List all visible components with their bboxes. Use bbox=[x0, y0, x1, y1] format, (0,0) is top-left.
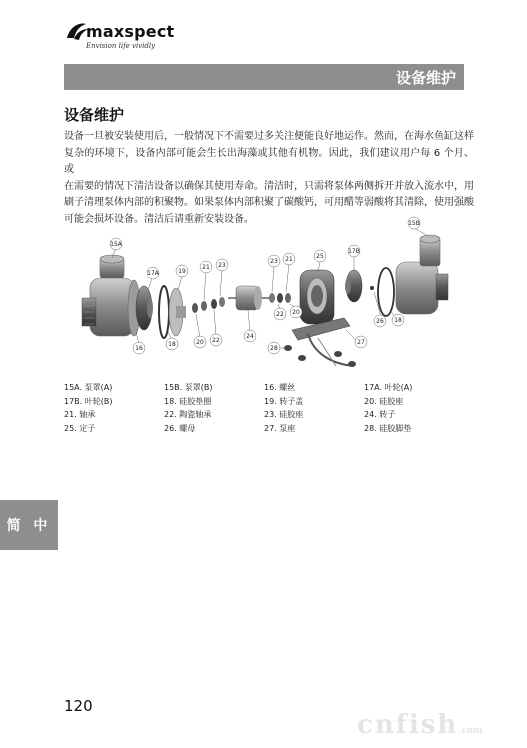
paragraph-line: 刷子清理泵体内部的积聚物。如果泵体内部积聚了碳酸钙，可用醋等弱酸将其清除，使用强酸 bbox=[64, 197, 474, 208]
brand-logo bbox=[64, 18, 184, 58]
callout-label: 25 bbox=[316, 253, 324, 260]
impeller-b bbox=[345, 270, 362, 302]
callout-18 bbox=[392, 314, 404, 326]
rubber-feet bbox=[284, 345, 356, 367]
callout-28 bbox=[268, 342, 280, 354]
callout-20 bbox=[290, 306, 302, 318]
callout-label: 19 bbox=[178, 268, 186, 275]
callout-label: 21 bbox=[202, 264, 210, 271]
header-bar bbox=[64, 64, 464, 90]
nut bbox=[370, 286, 374, 290]
section-title: 设备维护 bbox=[64, 106, 125, 124]
callout-24 bbox=[244, 330, 256, 342]
part-item: 20. 硅胶座 bbox=[364, 396, 404, 406]
parts-row bbox=[64, 381, 464, 395]
callout-label: 24 bbox=[246, 333, 254, 340]
gasket-ring-b bbox=[378, 268, 394, 316]
callout-label: 26 bbox=[376, 318, 384, 325]
page-number: 120 bbox=[64, 697, 93, 715]
parts-row bbox=[64, 422, 464, 436]
part-item: 23. 硅胶座 bbox=[264, 410, 304, 419]
seal-parts-left bbox=[192, 297, 225, 313]
stator-and-base bbox=[292, 270, 354, 366]
callout-19 bbox=[176, 265, 188, 277]
callout-16 bbox=[133, 342, 145, 354]
callout-15a bbox=[110, 238, 123, 250]
callout-label: 20 bbox=[292, 309, 300, 316]
callout-17a bbox=[147, 267, 160, 279]
part-item: 27. 泵座 bbox=[264, 423, 296, 433]
callout-label: 18 bbox=[394, 317, 402, 324]
parts-list bbox=[64, 381, 464, 435]
paragraph-line: 设备一旦被安装使用后，一般情况下不需要过多关注便能良好地运作。然而，在海水鱼缸这样 bbox=[64, 131, 474, 142]
callout-label: 18 bbox=[168, 341, 176, 348]
callout-label: 28 bbox=[270, 345, 278, 352]
callout-27 bbox=[355, 336, 367, 348]
callout-label: 17A bbox=[147, 270, 159, 277]
callout-26 bbox=[374, 315, 386, 327]
part-item: 24. 转子 bbox=[364, 410, 396, 419]
watermark-suffix: .com bbox=[458, 726, 483, 736]
exploded-pump-diagram bbox=[64, 214, 468, 380]
paragraph-line: 在需要的情况下清洁设备以确保其使用寿命。清洁时，只需将泵体两侧拆开并放入流水中，用 bbox=[64, 180, 474, 192]
callout-22 bbox=[274, 308, 286, 320]
callout-label: 23 bbox=[270, 258, 278, 265]
part-item: 16. 螺丝 bbox=[264, 383, 296, 392]
callout-25 bbox=[314, 250, 326, 262]
rotor-cover bbox=[169, 288, 186, 336]
gasket-ring bbox=[159, 286, 169, 338]
callout-23 bbox=[216, 259, 228, 271]
header-title: 设备维护 bbox=[395, 69, 456, 87]
callout-label: 23 bbox=[218, 262, 226, 269]
rotor bbox=[228, 286, 270, 310]
callout-label: 22 bbox=[212, 337, 220, 344]
callout-label: 16 bbox=[135, 345, 143, 352]
language-tab[interactable]: 简 中 bbox=[0, 500, 58, 550]
callout-label: 21 bbox=[285, 256, 293, 263]
callout-18 bbox=[166, 338, 178, 350]
impeller-a bbox=[136, 286, 153, 330]
callout-21 bbox=[283, 253, 295, 265]
paragraph-line: 可能会损坏设备。清洁后请重新安装设备。 bbox=[64, 213, 254, 225]
parts-row bbox=[64, 395, 464, 409]
part-item: 17A. 叶轮(A) bbox=[364, 383, 413, 392]
brand-name: maxspect bbox=[86, 22, 175, 41]
callout-15b bbox=[408, 217, 420, 229]
callouts bbox=[110, 217, 420, 354]
callout-label: 27 bbox=[357, 339, 365, 346]
part-item: 26. 螺母 bbox=[164, 423, 196, 433]
callout-23 bbox=[268, 255, 280, 267]
callout-label: 15B bbox=[408, 220, 420, 227]
parts-row bbox=[64, 408, 464, 422]
housing-b bbox=[396, 235, 448, 314]
part-item: 25. 定子 bbox=[64, 423, 96, 433]
part-item: 19. 转子盖 bbox=[264, 396, 304, 406]
paragraph-line: 复杂的环境下，设备内部可能会生长出海藻或其他有机物。因此，我们建议用户每 6 个月、或 bbox=[64, 147, 474, 175]
callout-21 bbox=[200, 261, 212, 273]
callout-17b bbox=[348, 245, 360, 257]
part-item: 18. 硅胶垫圈 bbox=[164, 396, 212, 406]
callout-label: 20 bbox=[196, 339, 204, 346]
callout-20 bbox=[194, 336, 206, 348]
callout-label: 17B bbox=[348, 248, 360, 255]
part-item: 22. 陶瓷轴承 bbox=[164, 410, 212, 419]
part-item: 15A. 泵罩(A) bbox=[64, 383, 113, 392]
callout-label: 15A bbox=[110, 241, 122, 248]
housing-a bbox=[82, 255, 140, 336]
part-item: 17B. 叶轮(B) bbox=[64, 396, 113, 406]
callout-22 bbox=[210, 334, 222, 346]
seal-parts-right bbox=[269, 293, 291, 303]
watermark bbox=[357, 710, 482, 740]
brand-tagline: Envision life vividly bbox=[86, 42, 156, 50]
part-item: 21. 轴承 bbox=[64, 410, 96, 419]
part-item: 28. 硅胶脚垫 bbox=[364, 423, 412, 433]
callout-label: 22 bbox=[276, 311, 284, 318]
part-item: 15B. 泵罩(B) bbox=[164, 383, 213, 392]
watermark-main: cnfish bbox=[357, 710, 459, 740]
